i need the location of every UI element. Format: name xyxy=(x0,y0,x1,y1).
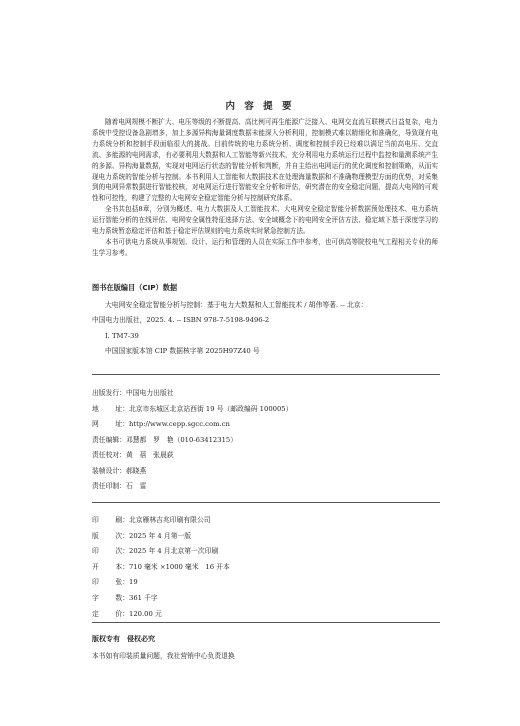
sheets-label: 印 张： xyxy=(92,578,129,587)
cip-title-line: 大电网安全稳定智能分析与控制：基于电力大数据和人工智能技术 / 胡伟等著. -- 北京： xyxy=(105,301,368,309)
edition-row xyxy=(92,529,442,545)
sheets-row xyxy=(92,575,442,591)
divider-middle xyxy=(92,502,440,503)
editor-label: 责任编辑： xyxy=(92,435,126,444)
impression-label: 印 次： xyxy=(92,547,129,556)
edition-value: 2025 年 4 月第一版 xyxy=(129,531,192,540)
print-responsible-row xyxy=(92,479,442,495)
copyright-heading: 版权专有 侵权必究 xyxy=(92,635,155,643)
proofread-row xyxy=(92,448,442,464)
printer-value: 北京雁林吉兆印刷有限公司 xyxy=(129,516,211,524)
printing-info xyxy=(92,513,442,622)
summary-body xyxy=(92,117,438,259)
editor-value: 邓慧都 罗 艳（010-63412315） xyxy=(125,435,238,444)
price-value: 120.00 元 xyxy=(129,609,162,618)
issuer-row xyxy=(92,386,442,402)
word-count-row xyxy=(92,591,442,607)
print-responsible-value: 石 雷 xyxy=(125,482,147,490)
cip-record xyxy=(92,298,442,360)
printer-row xyxy=(92,513,442,529)
price-label: 定 价： xyxy=(92,609,129,618)
design-value: 郝晓燕 xyxy=(125,466,147,475)
word-count-value: 361 千字 xyxy=(129,593,158,602)
summary-paragraph-1: 随着电网规模不断扩大、电压等级的不断提高、高比例可再生能源广泛接入、电网交直流互联模式日益复杂，电力系统中受控设备急剧增多，加上多源异构海量调度数据未能深入分析利用，控制模式难以精细化和准确化，导致现有电力系统分析和控制手段面临很大的挑战。目前传统的电力系统分析、调度和控制手段已经难以满足当前高电压、交直流、多能源的电网需求，有必要利用大数据和人工智能等新兴技术，充分利用电力系统运行过程中监控和量测系统产生的多源、异构海量数据，实现对电网运行状态的智能分析和判断，并自主给出电网运行的优化调度和控制策略，从而实现电力系统的智能分析与控制。本书利用人工智能和大数据技术在处理海量数据和不准确物理模型方面的优势，对采集到的电网异常数据进行智能校核，对电网运行进行智能安全分析和评估，研究潜在的安全稳定问题，提高大电网的可观性和可控性，构建了完整的大电网安全稳定智能分析与控制研究体系。 xyxy=(92,118,438,203)
website-label: 网 址： xyxy=(92,420,129,428)
summary-paragraph-3: 本书可供电力系统从事规划、设计、运行和管理的人员在实际工作中参考，也可供高等院校电气工程相关专业的师生学习参考。 xyxy=(92,237,438,257)
printer-label: 印 刷： xyxy=(92,516,129,524)
summary-title: 内 容 提 要 xyxy=(225,101,295,112)
proofread-label: 责任校对： xyxy=(92,451,126,459)
word-count-label: 字 数： xyxy=(92,593,129,602)
publisher-info xyxy=(92,386,442,495)
cip-heading: 图书在版编目（CIP）数据 xyxy=(92,283,178,292)
divider-top xyxy=(92,374,440,375)
proofread-value: 黄 蓓 张晨荻 xyxy=(125,451,174,459)
editor-row xyxy=(92,433,442,449)
website-link[interactable]: http://www.cepp.sgcc.com.cn xyxy=(129,420,230,428)
copyright-notice: 本书如有印装质量问题，我社营销中心负责退换 xyxy=(92,652,235,660)
sheets-value: 19 xyxy=(129,578,138,587)
impression-value: 2025 年 4 月北京第一次印刷 xyxy=(129,547,219,556)
address-label: 地 址： xyxy=(92,404,129,413)
summary-paragraph-2: 全书共包括8章，分别为概述、电力大数据及人工智能技术、大电网安全稳定智能分析数据预处理技术、电力系统运行智能分析的在线评估、电网安全属性特征选择方法、安全域概念下的电网安全评估方法、稳定域下基于深度学习的电力系统暂态稳定评估和基于稳定评估规则的电力系统实时紧急控制方法。 xyxy=(92,205,438,236)
format-label: 开 本： xyxy=(92,562,129,571)
website-row xyxy=(92,417,442,433)
print-responsible-label: 责任印制： xyxy=(92,482,126,490)
cip-publisher-line: 中国电力出版社，2025. 4. -- ISBN 978-7-5198-9496-2 xyxy=(92,316,270,325)
issuer-value: 中国电力出版社 xyxy=(125,389,174,397)
format-value: 710 毫米 ×1000 毫米 16 开本 xyxy=(129,562,230,571)
edition-label: 版 次： xyxy=(92,531,129,540)
impression-row xyxy=(92,544,442,560)
address-row xyxy=(92,402,442,418)
cip-record-number-line: 中国国家版本馆 CIP 数据核字第 2025H97Z40 号 xyxy=(105,347,260,356)
address-value: 北京市东城区北京站西街 19 号（邮政编码 100005） xyxy=(129,404,293,413)
design-row xyxy=(92,464,442,480)
price-row xyxy=(92,607,442,623)
issuer-label: 出版发行： xyxy=(92,389,126,397)
design-label: 装帧设计： xyxy=(92,466,126,475)
divider-bottom xyxy=(92,622,440,623)
cip-classification-line: Ⅰ. TM7-39 xyxy=(105,331,139,340)
format-row xyxy=(92,560,442,576)
